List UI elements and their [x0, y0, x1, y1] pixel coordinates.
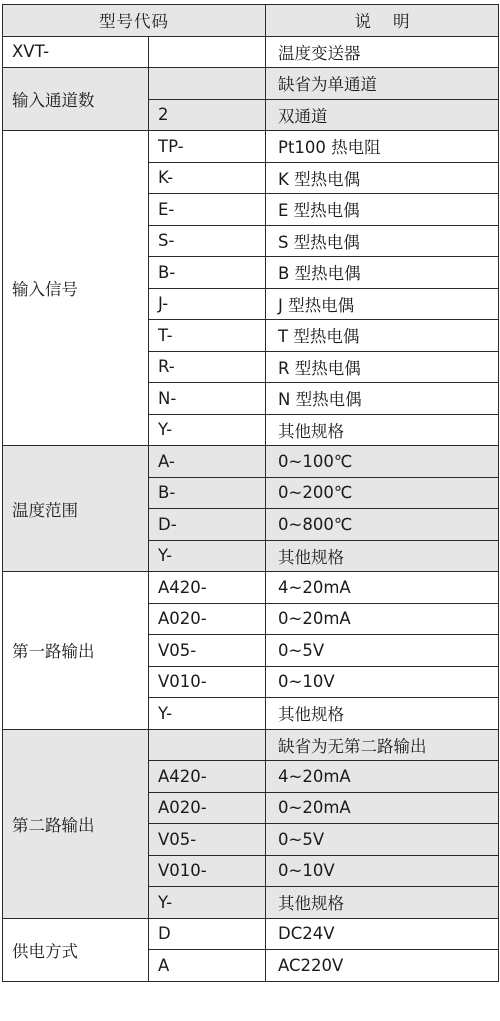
option-code: J- [149, 288, 266, 320]
option-desc: 0~5V [266, 824, 499, 856]
option-desc: B 型热电偶 [266, 257, 499, 289]
option-code [149, 729, 266, 761]
option-desc: 4~20mA [266, 761, 499, 793]
option-code: A- [149, 446, 266, 478]
option-desc: 0~100℃ [266, 446, 499, 478]
option-code: A020- [149, 792, 266, 824]
group-label-channels: 输入通道数 [3, 68, 149, 131]
option-desc: AC220V [266, 950, 499, 982]
option-desc: 其他规格 [266, 414, 499, 446]
option-desc: S 型热电偶 [266, 225, 499, 257]
option-code: R- [149, 351, 266, 383]
table-row [3, 729, 499, 761]
option-code: Y- [149, 540, 266, 572]
option-desc: 其他规格 [266, 887, 499, 919]
table-header-row [3, 5, 499, 37]
option-desc: E 型热电偶 [266, 194, 499, 226]
header-code: 型号代码 [3, 5, 266, 37]
option-desc: K 型热电偶 [266, 162, 499, 194]
option-desc: T 型热电偶 [266, 320, 499, 352]
group-label-range: 温度范围 [3, 446, 149, 572]
option-desc: 双通道 [266, 99, 499, 131]
option-desc: 0~200℃ [266, 477, 499, 509]
option-code: T- [149, 320, 266, 352]
group-label-power: 供电方式 [3, 918, 149, 981]
option-desc: 其他规格 [266, 540, 499, 572]
option-desc: R 型热电偶 [266, 351, 499, 383]
option-code [149, 68, 266, 100]
table-row [3, 572, 499, 604]
table-row [3, 68, 499, 100]
option-code: A420- [149, 572, 266, 604]
model-code: XVT- [3, 36, 149, 68]
option-desc: 其他规格 [266, 698, 499, 730]
option-code: K- [149, 162, 266, 194]
option-code: V010- [149, 855, 266, 887]
option-desc: 4~20mA [266, 572, 499, 604]
table-row [3, 918, 499, 950]
option-desc: 0~20mA [266, 792, 499, 824]
option-code: Y- [149, 698, 266, 730]
option-desc: 缺省为无第二路输出 [266, 729, 499, 761]
option-code: Y- [149, 414, 266, 446]
option-code: A020- [149, 603, 266, 635]
option-code: Y- [149, 887, 266, 919]
model-spec-table [2, 4, 499, 982]
option-code: D [149, 918, 266, 950]
option-desc: 0~10V [266, 666, 499, 698]
option-desc: N 型热电偶 [266, 383, 499, 415]
model-code-empty [149, 36, 266, 68]
option-code: V05- [149, 635, 266, 667]
option-code: V010- [149, 666, 266, 698]
option-code: B- [149, 257, 266, 289]
option-desc: 0~800℃ [266, 509, 499, 541]
option-code: B- [149, 477, 266, 509]
option-desc: 缺省为单通道 [266, 68, 499, 100]
option-code: 2 [149, 99, 266, 131]
option-code: D- [149, 509, 266, 541]
group-label-out2: 第二路输出 [3, 729, 149, 918]
option-code: TP- [149, 131, 266, 163]
model-desc: 温度变送器 [266, 36, 499, 68]
table-row [3, 446, 499, 478]
option-code: N- [149, 383, 266, 415]
header-desc: 说明 [266, 5, 499, 37]
option-desc: DC24V [266, 918, 499, 950]
table-row-model [3, 36, 499, 68]
group-label-input: 输入信号 [3, 131, 149, 446]
table-row [3, 131, 499, 163]
option-code: A [149, 950, 266, 982]
group-label-out1: 第一路输出 [3, 572, 149, 730]
option-code: V05- [149, 824, 266, 856]
option-desc: Pt100 热电阻 [266, 131, 499, 163]
option-code: A420- [149, 761, 266, 793]
option-desc: J 型热电偶 [266, 288, 499, 320]
option-desc: 0~5V [266, 635, 499, 667]
option-code: E- [149, 194, 266, 226]
option-code: S- [149, 225, 266, 257]
option-desc: 0~20mA [266, 603, 499, 635]
option-desc: 0~10V [266, 855, 499, 887]
